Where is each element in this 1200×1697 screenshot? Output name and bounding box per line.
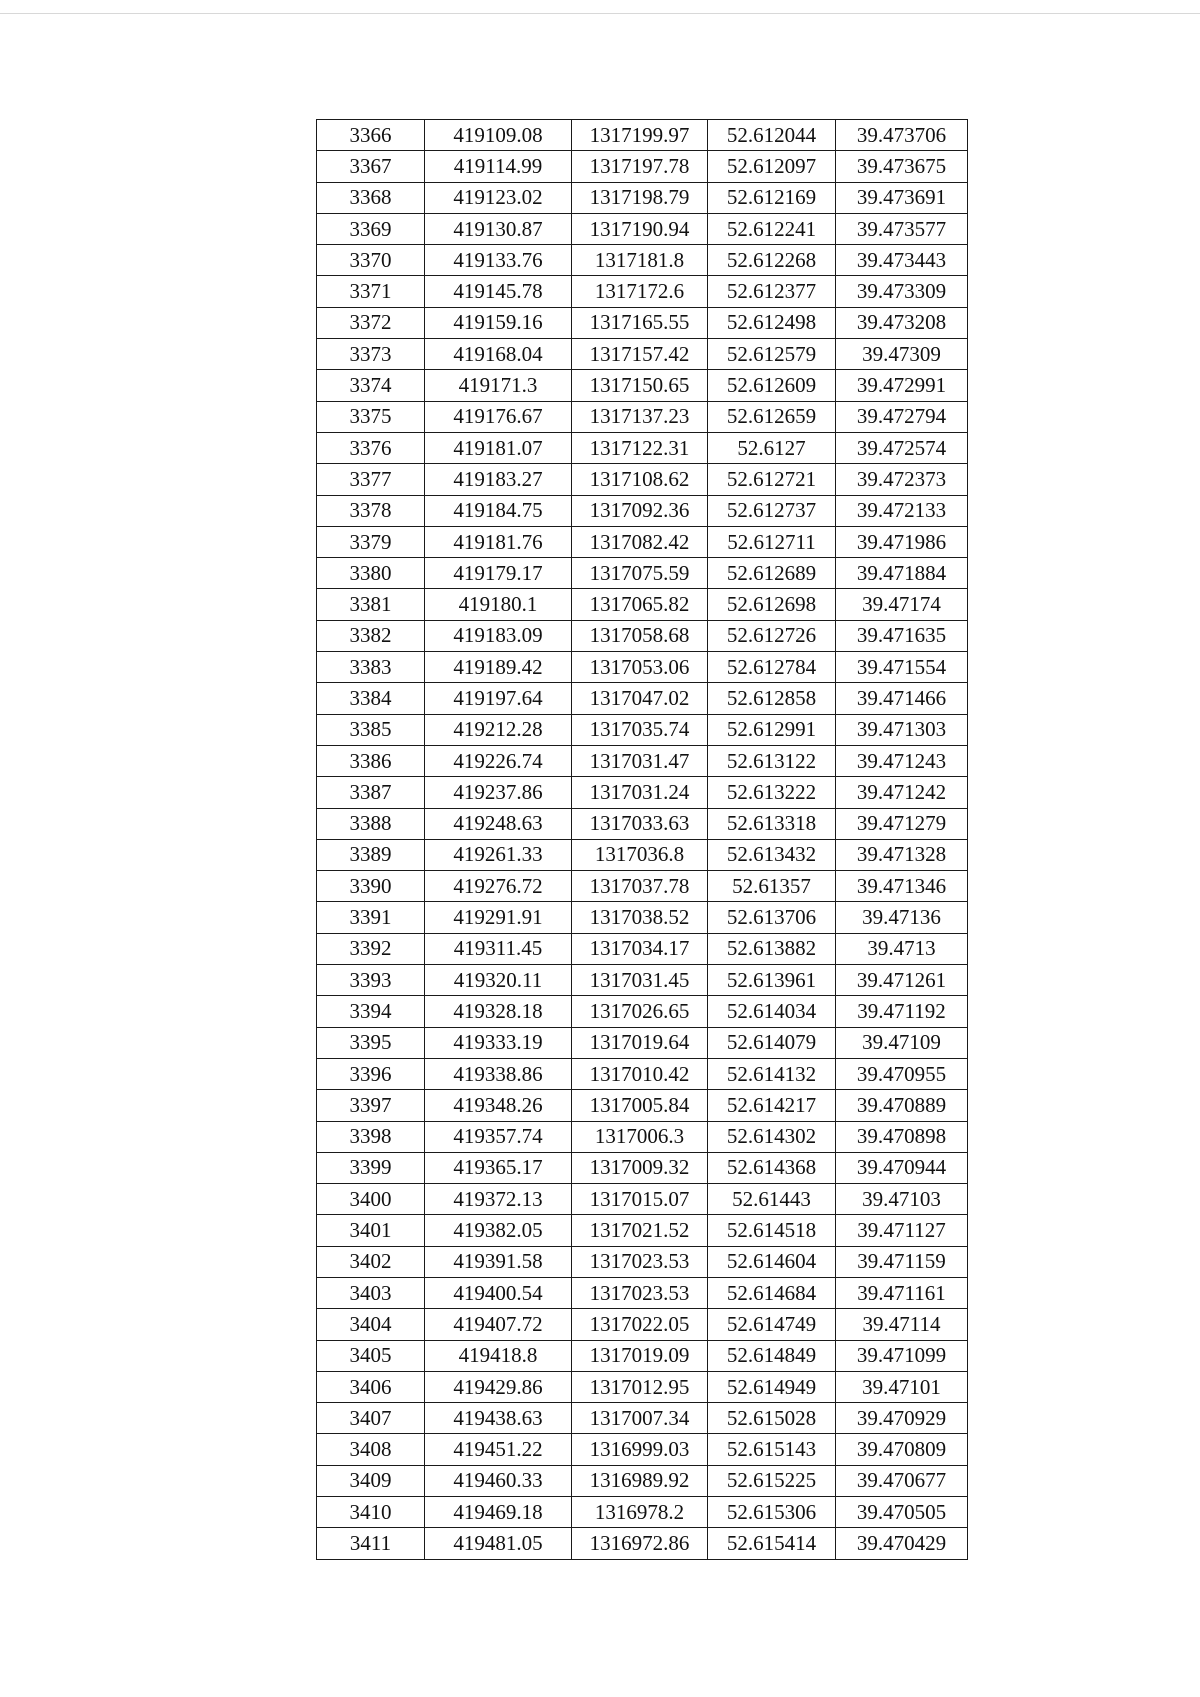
longitude-cell: 39.471192 bbox=[836, 996, 968, 1027]
table-row bbox=[317, 683, 968, 714]
longitude-cell: 39.470944 bbox=[836, 1152, 968, 1183]
latitude-cell: 52.614949 bbox=[708, 1371, 836, 1402]
x-coordinate-cell: 419109.08 bbox=[425, 120, 572, 151]
latitude-cell: 52.612737 bbox=[708, 495, 836, 526]
point-number-cell: 3396 bbox=[317, 1058, 425, 1089]
y-coordinate-cell: 1317190.94 bbox=[572, 213, 708, 244]
table-row bbox=[317, 1528, 968, 1559]
point-number-cell: 3381 bbox=[317, 589, 425, 620]
longitude-cell: 39.471466 bbox=[836, 683, 968, 714]
x-coordinate-cell: 419226.74 bbox=[425, 745, 572, 776]
longitude-cell: 39.472133 bbox=[836, 495, 968, 526]
x-coordinate-cell: 419180.1 bbox=[425, 589, 572, 620]
y-coordinate-cell: 1317015.07 bbox=[572, 1184, 708, 1215]
latitude-cell: 52.614604 bbox=[708, 1246, 836, 1277]
longitude-cell: 39.470898 bbox=[836, 1121, 968, 1152]
x-coordinate-cell: 419481.05 bbox=[425, 1528, 572, 1559]
point-number-cell: 3411 bbox=[317, 1528, 425, 1559]
latitude-cell: 52.615225 bbox=[708, 1465, 836, 1496]
x-coordinate-cell: 419372.13 bbox=[425, 1184, 572, 1215]
x-coordinate-cell: 419133.76 bbox=[425, 245, 572, 276]
point-number-cell: 3368 bbox=[317, 182, 425, 213]
point-number-cell: 3367 bbox=[317, 151, 425, 182]
longitude-cell: 39.470889 bbox=[836, 1090, 968, 1121]
latitude-cell: 52.612609 bbox=[708, 370, 836, 401]
table-row bbox=[317, 558, 968, 589]
point-number-cell: 3376 bbox=[317, 432, 425, 463]
y-coordinate-cell: 1317037.78 bbox=[572, 871, 708, 902]
x-coordinate-cell: 419460.33 bbox=[425, 1465, 572, 1496]
table-row bbox=[317, 714, 968, 745]
longitude-cell: 39.473675 bbox=[836, 151, 968, 182]
y-coordinate-cell: 1317165.55 bbox=[572, 307, 708, 338]
latitude-cell: 52.612698 bbox=[708, 589, 836, 620]
y-coordinate-cell: 1317019.09 bbox=[572, 1340, 708, 1371]
x-coordinate-cell: 419382.05 bbox=[425, 1215, 572, 1246]
x-coordinate-cell: 419168.04 bbox=[425, 339, 572, 370]
y-coordinate-cell: 1317082.42 bbox=[572, 526, 708, 557]
table-row bbox=[317, 370, 968, 401]
point-number-cell: 3392 bbox=[317, 933, 425, 964]
y-coordinate-cell: 1317199.97 bbox=[572, 120, 708, 151]
longitude-cell: 39.470809 bbox=[836, 1434, 968, 1465]
point-number-cell: 3389 bbox=[317, 839, 425, 870]
x-coordinate-cell: 419429.86 bbox=[425, 1371, 572, 1402]
x-coordinate-cell: 419391.58 bbox=[425, 1246, 572, 1277]
x-coordinate-cell: 419179.17 bbox=[425, 558, 572, 589]
latitude-cell: 52.614132 bbox=[708, 1058, 836, 1089]
table-row bbox=[317, 1371, 968, 1402]
longitude-cell: 39.471242 bbox=[836, 777, 968, 808]
table-row bbox=[317, 182, 968, 213]
latitude-cell: 52.612097 bbox=[708, 151, 836, 182]
x-coordinate-cell: 419338.86 bbox=[425, 1058, 572, 1089]
point-number-cell: 3409 bbox=[317, 1465, 425, 1496]
x-coordinate-cell: 419237.86 bbox=[425, 777, 572, 808]
point-number-cell: 3369 bbox=[317, 213, 425, 244]
latitude-cell: 52.613882 bbox=[708, 933, 836, 964]
y-coordinate-cell: 1317022.05 bbox=[572, 1309, 708, 1340]
x-coordinate-cell: 419197.64 bbox=[425, 683, 572, 714]
latitude-cell: 52.612659 bbox=[708, 401, 836, 432]
y-coordinate-cell: 1317023.53 bbox=[572, 1277, 708, 1308]
point-number-cell: 3407 bbox=[317, 1403, 425, 1434]
longitude-cell: 39.473309 bbox=[836, 276, 968, 307]
longitude-cell: 39.470955 bbox=[836, 1058, 968, 1089]
table-row bbox=[317, 307, 968, 338]
point-number-cell: 3375 bbox=[317, 401, 425, 432]
x-coordinate-cell: 419407.72 bbox=[425, 1309, 572, 1340]
x-coordinate-cell: 419212.28 bbox=[425, 714, 572, 745]
latitude-cell: 52.615028 bbox=[708, 1403, 836, 1434]
longitude-cell: 39.473577 bbox=[836, 213, 968, 244]
longitude-cell: 39.471279 bbox=[836, 808, 968, 839]
x-coordinate-cell: 419400.54 bbox=[425, 1277, 572, 1308]
latitude-cell: 52.615143 bbox=[708, 1434, 836, 1465]
latitude-cell: 52.613432 bbox=[708, 839, 836, 870]
y-coordinate-cell: 1317122.31 bbox=[572, 432, 708, 463]
y-coordinate-cell: 1317047.02 bbox=[572, 683, 708, 714]
y-coordinate-cell: 1317197.78 bbox=[572, 151, 708, 182]
x-coordinate-cell: 419438.63 bbox=[425, 1403, 572, 1434]
table-row bbox=[317, 1434, 968, 1465]
latitude-cell: 52.612498 bbox=[708, 307, 836, 338]
latitude-cell: 52.612726 bbox=[708, 620, 836, 651]
table-row bbox=[317, 1246, 968, 1277]
point-number-cell: 3366 bbox=[317, 120, 425, 151]
y-coordinate-cell: 1317137.23 bbox=[572, 401, 708, 432]
longitude-cell: 39.473443 bbox=[836, 245, 968, 276]
point-number-cell: 3371 bbox=[317, 276, 425, 307]
table-row bbox=[317, 526, 968, 557]
point-number-cell: 3394 bbox=[317, 996, 425, 1027]
longitude-cell: 39.473706 bbox=[836, 120, 968, 151]
latitude-cell: 52.61357 bbox=[708, 871, 836, 902]
longitude-cell: 39.471243 bbox=[836, 745, 968, 776]
table-row bbox=[317, 902, 968, 933]
y-coordinate-cell: 1317031.47 bbox=[572, 745, 708, 776]
x-coordinate-cell: 419159.16 bbox=[425, 307, 572, 338]
x-coordinate-cell: 419123.02 bbox=[425, 182, 572, 213]
x-coordinate-cell: 419365.17 bbox=[425, 1152, 572, 1183]
point-number-cell: 3388 bbox=[317, 808, 425, 839]
longitude-cell: 39.47103 bbox=[836, 1184, 968, 1215]
latitude-cell: 52.612991 bbox=[708, 714, 836, 745]
longitude-cell: 39.471554 bbox=[836, 652, 968, 683]
latitude-cell: 52.613122 bbox=[708, 745, 836, 776]
longitude-cell: 39.470505 bbox=[836, 1497, 968, 1528]
longitude-cell: 39.47109 bbox=[836, 1027, 968, 1058]
x-coordinate-cell: 419171.3 bbox=[425, 370, 572, 401]
table-row bbox=[317, 777, 968, 808]
point-number-cell: 3370 bbox=[317, 245, 425, 276]
x-coordinate-cell: 419130.87 bbox=[425, 213, 572, 244]
x-coordinate-cell: 419328.18 bbox=[425, 996, 572, 1027]
latitude-cell: 52.614684 bbox=[708, 1277, 836, 1308]
latitude-cell: 52.614079 bbox=[708, 1027, 836, 1058]
point-number-cell: 3378 bbox=[317, 495, 425, 526]
longitude-cell: 39.471099 bbox=[836, 1340, 968, 1371]
point-number-cell: 3405 bbox=[317, 1340, 425, 1371]
y-coordinate-cell: 1317019.64 bbox=[572, 1027, 708, 1058]
x-coordinate-cell: 419114.99 bbox=[425, 151, 572, 182]
table-row bbox=[317, 996, 968, 1027]
table-row bbox=[317, 1090, 968, 1121]
y-coordinate-cell: 1317157.42 bbox=[572, 339, 708, 370]
table-row bbox=[317, 1497, 968, 1528]
y-coordinate-cell: 1317031.24 bbox=[572, 777, 708, 808]
latitude-cell: 52.615306 bbox=[708, 1497, 836, 1528]
longitude-cell: 39.472991 bbox=[836, 370, 968, 401]
point-number-cell: 3390 bbox=[317, 871, 425, 902]
latitude-cell: 52.612044 bbox=[708, 120, 836, 151]
point-number-cell: 3387 bbox=[317, 777, 425, 808]
x-coordinate-cell: 419145.78 bbox=[425, 276, 572, 307]
point-number-cell: 3373 bbox=[317, 339, 425, 370]
x-coordinate-cell: 419276.72 bbox=[425, 871, 572, 902]
point-number-cell: 3393 bbox=[317, 965, 425, 996]
table-row bbox=[317, 1058, 968, 1089]
point-number-cell: 3404 bbox=[317, 1309, 425, 1340]
x-coordinate-cell: 419181.76 bbox=[425, 526, 572, 557]
point-number-cell: 3372 bbox=[317, 307, 425, 338]
latitude-cell: 52.612579 bbox=[708, 339, 836, 370]
x-coordinate-cell: 419333.19 bbox=[425, 1027, 572, 1058]
y-coordinate-cell: 1317006.3 bbox=[572, 1121, 708, 1152]
latitude-cell: 52.612858 bbox=[708, 683, 836, 714]
longitude-cell: 39.471303 bbox=[836, 714, 968, 745]
y-coordinate-cell: 1317036.8 bbox=[572, 839, 708, 870]
x-coordinate-cell: 419181.07 bbox=[425, 432, 572, 463]
longitude-cell: 39.470677 bbox=[836, 1465, 968, 1496]
longitude-cell: 39.471884 bbox=[836, 558, 968, 589]
y-coordinate-cell: 1317005.84 bbox=[572, 1090, 708, 1121]
point-number-cell: 3400 bbox=[317, 1184, 425, 1215]
y-coordinate-cell: 1316989.92 bbox=[572, 1465, 708, 1496]
point-number-cell: 3403 bbox=[317, 1277, 425, 1308]
longitude-cell: 39.472794 bbox=[836, 401, 968, 432]
table-row bbox=[317, 120, 968, 151]
x-coordinate-cell: 419311.45 bbox=[425, 933, 572, 964]
point-number-cell: 3399 bbox=[317, 1152, 425, 1183]
latitude-cell: 52.612784 bbox=[708, 652, 836, 683]
x-coordinate-cell: 419184.75 bbox=[425, 495, 572, 526]
coordinates-table bbox=[316, 119, 968, 1560]
point-number-cell: 3377 bbox=[317, 464, 425, 495]
table-row bbox=[317, 1309, 968, 1340]
longitude-cell: 39.471346 bbox=[836, 871, 968, 902]
table-row bbox=[317, 1215, 968, 1246]
latitude-cell: 52.614217 bbox=[708, 1090, 836, 1121]
longitude-cell: 39.473691 bbox=[836, 182, 968, 213]
latitude-cell: 52.6127 bbox=[708, 432, 836, 463]
longitude-cell: 39.472373 bbox=[836, 464, 968, 495]
table-row bbox=[317, 245, 968, 276]
table-row bbox=[317, 1152, 968, 1183]
y-coordinate-cell: 1316978.2 bbox=[572, 1497, 708, 1528]
table-row bbox=[317, 1121, 968, 1152]
table-row bbox=[317, 652, 968, 683]
latitude-cell: 52.614749 bbox=[708, 1309, 836, 1340]
y-coordinate-cell: 1317065.82 bbox=[572, 589, 708, 620]
y-coordinate-cell: 1317033.63 bbox=[572, 808, 708, 839]
point-number-cell: 3402 bbox=[317, 1246, 425, 1277]
table-row bbox=[317, 432, 968, 463]
table-row bbox=[317, 1465, 968, 1496]
y-coordinate-cell: 1317010.42 bbox=[572, 1058, 708, 1089]
point-number-cell: 3410 bbox=[317, 1497, 425, 1528]
x-coordinate-cell: 419348.26 bbox=[425, 1090, 572, 1121]
y-coordinate-cell: 1317198.79 bbox=[572, 182, 708, 213]
latitude-cell: 52.612241 bbox=[708, 213, 836, 244]
x-coordinate-cell: 419357.74 bbox=[425, 1121, 572, 1152]
longitude-cell: 39.471635 bbox=[836, 620, 968, 651]
x-coordinate-cell: 419291.91 bbox=[425, 902, 572, 933]
x-coordinate-cell: 419261.33 bbox=[425, 839, 572, 870]
y-coordinate-cell: 1317172.6 bbox=[572, 276, 708, 307]
longitude-cell: 39.472574 bbox=[836, 432, 968, 463]
y-coordinate-cell: 1317021.52 bbox=[572, 1215, 708, 1246]
table-row bbox=[317, 151, 968, 182]
x-coordinate-cell: 419189.42 bbox=[425, 652, 572, 683]
point-number-cell: 3408 bbox=[317, 1434, 425, 1465]
y-coordinate-cell: 1317009.32 bbox=[572, 1152, 708, 1183]
table-row bbox=[317, 808, 968, 839]
longitude-cell: 39.47101 bbox=[836, 1371, 968, 1402]
y-coordinate-cell: 1316972.86 bbox=[572, 1528, 708, 1559]
y-coordinate-cell: 1317007.34 bbox=[572, 1403, 708, 1434]
table-row bbox=[317, 1340, 968, 1371]
x-coordinate-cell: 419451.22 bbox=[425, 1434, 572, 1465]
table-row bbox=[317, 745, 968, 776]
latitude-cell: 52.615414 bbox=[708, 1528, 836, 1559]
point-number-cell: 3374 bbox=[317, 370, 425, 401]
latitude-cell: 52.612268 bbox=[708, 245, 836, 276]
x-coordinate-cell: 419248.63 bbox=[425, 808, 572, 839]
latitude-cell: 52.612377 bbox=[708, 276, 836, 307]
latitude-cell: 52.612711 bbox=[708, 526, 836, 557]
point-number-cell: 3383 bbox=[317, 652, 425, 683]
longitude-cell: 39.47114 bbox=[836, 1309, 968, 1340]
longitude-cell: 39.47136 bbox=[836, 902, 968, 933]
table-row bbox=[317, 276, 968, 307]
y-coordinate-cell: 1317026.65 bbox=[572, 996, 708, 1027]
latitude-cell: 52.613706 bbox=[708, 902, 836, 933]
x-coordinate-cell: 419176.67 bbox=[425, 401, 572, 432]
table-row bbox=[317, 464, 968, 495]
y-coordinate-cell: 1317075.59 bbox=[572, 558, 708, 589]
longitude-cell: 39.4713 bbox=[836, 933, 968, 964]
table-row bbox=[317, 495, 968, 526]
point-number-cell: 3398 bbox=[317, 1121, 425, 1152]
longitude-cell: 39.471261 bbox=[836, 965, 968, 996]
point-number-cell: 3384 bbox=[317, 683, 425, 714]
latitude-cell: 52.613961 bbox=[708, 965, 836, 996]
y-coordinate-cell: 1317031.45 bbox=[572, 965, 708, 996]
table-row bbox=[317, 1184, 968, 1215]
table-row bbox=[317, 213, 968, 244]
y-coordinate-cell: 1317058.68 bbox=[572, 620, 708, 651]
y-coordinate-cell: 1317108.62 bbox=[572, 464, 708, 495]
table-row bbox=[317, 871, 968, 902]
table-row bbox=[317, 1277, 968, 1308]
y-coordinate-cell: 1316999.03 bbox=[572, 1434, 708, 1465]
point-number-cell: 3385 bbox=[317, 714, 425, 745]
latitude-cell: 52.614518 bbox=[708, 1215, 836, 1246]
longitude-cell: 39.470429 bbox=[836, 1528, 968, 1559]
latitude-cell: 52.614849 bbox=[708, 1340, 836, 1371]
latitude-cell: 52.61443 bbox=[708, 1184, 836, 1215]
point-number-cell: 3382 bbox=[317, 620, 425, 651]
point-number-cell: 3397 bbox=[317, 1090, 425, 1121]
latitude-cell: 52.613318 bbox=[708, 808, 836, 839]
table-body bbox=[317, 120, 968, 1560]
y-coordinate-cell: 1317053.06 bbox=[572, 652, 708, 683]
longitude-cell: 39.47174 bbox=[836, 589, 968, 620]
y-coordinate-cell: 1317034.17 bbox=[572, 933, 708, 964]
y-coordinate-cell: 1317150.65 bbox=[572, 370, 708, 401]
y-coordinate-cell: 1317035.74 bbox=[572, 714, 708, 745]
y-coordinate-cell: 1317181.8 bbox=[572, 245, 708, 276]
table-row bbox=[317, 965, 968, 996]
longitude-cell: 39.473208 bbox=[836, 307, 968, 338]
y-coordinate-cell: 1317038.52 bbox=[572, 902, 708, 933]
latitude-cell: 52.614034 bbox=[708, 996, 836, 1027]
table-row bbox=[317, 401, 968, 432]
latitude-cell: 52.612689 bbox=[708, 558, 836, 589]
longitude-cell: 39.471328 bbox=[836, 839, 968, 870]
point-number-cell: 3380 bbox=[317, 558, 425, 589]
scan-top-edge bbox=[0, 13, 1200, 14]
longitude-cell: 39.471159 bbox=[836, 1246, 968, 1277]
table-row bbox=[317, 1027, 968, 1058]
table-row bbox=[317, 620, 968, 651]
latitude-cell: 52.613222 bbox=[708, 777, 836, 808]
latitude-cell: 52.612169 bbox=[708, 182, 836, 213]
latitude-cell: 52.614302 bbox=[708, 1121, 836, 1152]
x-coordinate-cell: 419183.09 bbox=[425, 620, 572, 651]
point-number-cell: 3379 bbox=[317, 526, 425, 557]
table-row bbox=[317, 339, 968, 370]
y-coordinate-cell: 1317012.95 bbox=[572, 1371, 708, 1402]
point-number-cell: 3391 bbox=[317, 902, 425, 933]
latitude-cell: 52.614368 bbox=[708, 1152, 836, 1183]
x-coordinate-cell: 419469.18 bbox=[425, 1497, 572, 1528]
table-row bbox=[317, 933, 968, 964]
table-row bbox=[317, 589, 968, 620]
longitude-cell: 39.470929 bbox=[836, 1403, 968, 1434]
table-row bbox=[317, 1403, 968, 1434]
longitude-cell: 39.471986 bbox=[836, 526, 968, 557]
longitude-cell: 39.47309 bbox=[836, 339, 968, 370]
point-number-cell: 3406 bbox=[317, 1371, 425, 1402]
point-number-cell: 3395 bbox=[317, 1027, 425, 1058]
point-number-cell: 3386 bbox=[317, 745, 425, 776]
table-row bbox=[317, 839, 968, 870]
point-number-cell: 3401 bbox=[317, 1215, 425, 1246]
longitude-cell: 39.471161 bbox=[836, 1277, 968, 1308]
x-coordinate-cell: 419183.27 bbox=[425, 464, 572, 495]
x-coordinate-cell: 419418.8 bbox=[425, 1340, 572, 1371]
y-coordinate-cell: 1317023.53 bbox=[572, 1246, 708, 1277]
x-coordinate-cell: 419320.11 bbox=[425, 965, 572, 996]
latitude-cell: 52.612721 bbox=[708, 464, 836, 495]
longitude-cell: 39.471127 bbox=[836, 1215, 968, 1246]
y-coordinate-cell: 1317092.36 bbox=[572, 495, 708, 526]
